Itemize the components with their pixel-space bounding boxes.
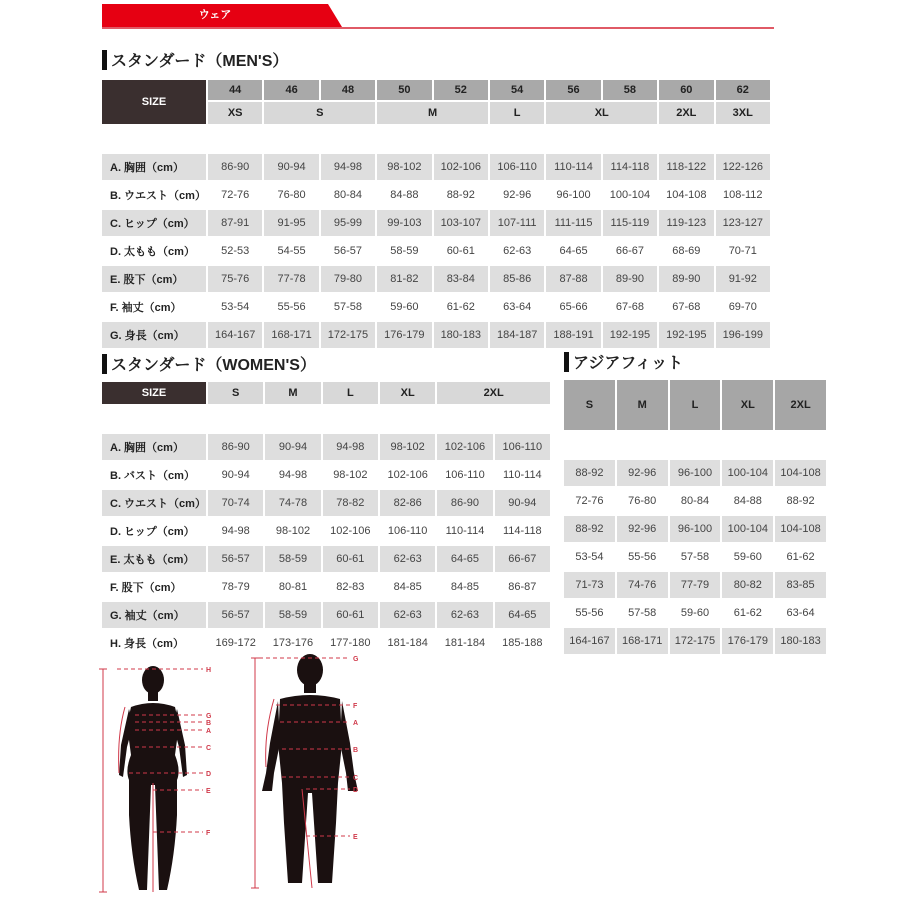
spacer (564, 432, 826, 458)
table-row (102, 210, 770, 236)
measurement-value: 80-84 (670, 488, 721, 514)
measure-marker-f: F (206, 830, 211, 837)
measurement-value: 96-100 (670, 460, 721, 486)
measurement-value: 59-60 (377, 294, 431, 320)
measurement-value: 53-54 (564, 544, 615, 570)
measurement-value: 84-88 (722, 488, 773, 514)
eu-size-number: 48 (321, 80, 375, 100)
male-measurement-diagram (240, 643, 375, 898)
measurement-value: 61-62 (775, 544, 826, 570)
measurement-value: 107-111 (490, 210, 544, 236)
measure-marker-g: G (206, 713, 212, 720)
measure-marker-h: H (206, 667, 212, 674)
size-header-cell: SIZE (102, 382, 206, 404)
measurement-value: 57-58 (670, 544, 721, 570)
measurement-value: 62-63 (490, 238, 544, 264)
measurement-value: 71-73 (564, 572, 615, 598)
size-letter: L (670, 380, 721, 430)
measurement-value: 172-175 (670, 628, 721, 654)
measurement-value: 180-183 (434, 322, 488, 348)
measurement-value: 66-67 (495, 546, 550, 572)
measurement-value: 92-96 (490, 182, 544, 208)
measurement-value: 60-61 (323, 602, 378, 628)
measurement-value: 102-106 (437, 434, 492, 460)
category-tab-label: ウェア (198, 9, 232, 21)
measurement-value: 66-67 (603, 238, 657, 264)
measurement-value: 53-54 (208, 294, 262, 320)
measurement-value: 86-90 (437, 490, 492, 516)
measurement-value: 54-55 (264, 238, 318, 264)
measurement-value: 79-80 (321, 266, 375, 292)
measurement-value: 56-57 (208, 546, 263, 572)
measurement-value: 63-64 (775, 600, 826, 626)
measurement-value: 60-61 (434, 238, 488, 264)
measurement-value: 180-183 (775, 628, 826, 654)
asia-title-text: アジアフィット (573, 355, 684, 372)
table-row (102, 574, 550, 600)
measure-marker-a: A (206, 728, 212, 735)
measurement-value: 168-171 (617, 628, 668, 654)
measurement-label: H. 身長（cm） (102, 630, 206, 656)
eu-size-number: 50 (377, 80, 431, 100)
measurement-value: 61-62 (434, 294, 488, 320)
measurement-value: 102-106 (434, 154, 488, 180)
measurement-value: 91-92 (716, 266, 770, 292)
table-row (102, 182, 770, 208)
measure-marker-d: D (206, 771, 212, 778)
asia-section-title (564, 350, 683, 373)
measurement-value: 77-79 (670, 572, 721, 598)
measurement-value: 86-87 (495, 574, 550, 600)
measurement-value: 77-78 (264, 266, 318, 292)
measurement-value: 110-114 (546, 154, 600, 180)
measurement-value: 115-119 (603, 210, 657, 236)
womens-section-title (102, 352, 316, 375)
measurement-value: 196-199 (716, 322, 770, 348)
measurement-value: 114-118 (495, 518, 550, 544)
size-letter: 2XL (775, 380, 826, 430)
table-row (102, 518, 550, 544)
measurement-value: 90-94 (265, 434, 320, 460)
measurement-value: 58-59 (377, 238, 431, 264)
measurement-value: 68-69 (659, 238, 713, 264)
measurement-value: 188-191 (546, 322, 600, 348)
measurement-value: 181-184 (380, 630, 435, 656)
measurement-value: 76-80 (264, 182, 318, 208)
measurement-value: 59-60 (722, 544, 773, 570)
measurement-value: 98-102 (377, 154, 431, 180)
table-row (102, 546, 550, 572)
title-bar-marker (102, 50, 107, 70)
measurement-value: 94-98 (208, 518, 263, 544)
measurement-value: 55-56 (564, 600, 615, 626)
measurement-value: 177-180 (323, 630, 378, 656)
measurement-value: 75-76 (208, 266, 262, 292)
table-row (102, 322, 770, 348)
measurement-value: 69-70 (716, 294, 770, 320)
measurement-value: 110-114 (495, 462, 550, 488)
size-letter: M (617, 380, 668, 430)
table-row (102, 266, 770, 292)
size-letter: M (265, 382, 320, 404)
measurement-label: C. ウエスト（cm） (102, 490, 206, 516)
measurement-value: 102-106 (323, 518, 378, 544)
measurement-label: E. 太もも（cm） (102, 546, 206, 572)
measurement-label: F. 袖丈（cm） (102, 294, 206, 320)
table-row (102, 490, 550, 516)
measurement-label: B. バスト（cm） (102, 462, 206, 488)
measure-marker-c: C (206, 745, 212, 752)
measurement-value: 64-65 (437, 546, 492, 572)
measurement-value: 72-76 (564, 488, 615, 514)
measurement-value: 94-98 (321, 154, 375, 180)
table-row (564, 600, 826, 626)
mens-size-table (100, 78, 772, 350)
measurement-value: 100-104 (722, 460, 773, 486)
measurement-value: 64-65 (546, 238, 600, 264)
measurement-value: 92-96 (617, 460, 668, 486)
eu-size-number: 58 (603, 80, 657, 100)
measurement-value: 106-110 (490, 154, 544, 180)
measurement-value: 164-167 (208, 322, 262, 348)
measurement-value: 96-100 (670, 516, 721, 542)
measurement-value: 55-56 (264, 294, 318, 320)
measurement-value: 84-85 (380, 574, 435, 600)
measurement-value: 98-102 (323, 462, 378, 488)
eu-size-number: 54 (490, 80, 544, 100)
measurement-value: 89-90 (603, 266, 657, 292)
measure-marker-d: D (353, 787, 359, 794)
eu-size-number: 56 (546, 80, 600, 100)
size-header-cell: SIZE (102, 80, 206, 124)
eu-size-number: 60 (659, 80, 713, 100)
measurement-value: 74-78 (265, 490, 320, 516)
measurement-value: 56-57 (208, 602, 263, 628)
measurement-value: 90-94 (208, 462, 263, 488)
measurement-value: 57-58 (321, 294, 375, 320)
measurement-value: 104-108 (775, 516, 826, 542)
measurement-value: 78-79 (208, 574, 263, 600)
measurement-value: 92-96 (617, 516, 668, 542)
measurement-value: 95-99 (321, 210, 375, 236)
measurement-value: 100-104 (603, 182, 657, 208)
measurement-value: 98-102 (380, 434, 435, 460)
table-row (102, 434, 550, 460)
spacer (102, 406, 550, 432)
measurement-value: 118-122 (659, 154, 713, 180)
measurement-value: 62-63 (437, 602, 492, 628)
measurement-value: 192-195 (603, 322, 657, 348)
measurement-value: 74-76 (617, 572, 668, 598)
measurement-value: 67-68 (659, 294, 713, 320)
measurement-value: 84-88 (377, 182, 431, 208)
size-letter: 2XL (659, 102, 713, 124)
title-bar-marker (564, 352, 569, 372)
table-row (564, 516, 826, 542)
measurement-value: 76-80 (617, 488, 668, 514)
measurement-value: 87-91 (208, 210, 262, 236)
measurement-value: 192-195 (659, 322, 713, 348)
womens-size-table (100, 380, 552, 658)
measurement-value: 82-83 (323, 574, 378, 600)
measurement-value: 52-53 (208, 238, 262, 264)
measure-marker-f: F (353, 703, 358, 710)
measurement-value: 88-92 (564, 516, 615, 542)
female-measurement-diagram (95, 655, 225, 900)
table-row (102, 238, 770, 264)
measurement-value: 119-123 (659, 210, 713, 236)
measurement-label: C. ヒップ（cm） (102, 210, 206, 236)
size-letter: 3XL (716, 102, 770, 124)
measurement-value: 110-114 (437, 518, 492, 544)
measurement-value: 91-95 (264, 210, 318, 236)
table-row (102, 462, 550, 488)
tab-divider (102, 27, 774, 29)
category-tab-bar (102, 4, 774, 30)
measurement-label: F. 股下（cm） (102, 574, 206, 600)
measurement-value: 102-106 (380, 462, 435, 488)
measurement-value: 88-92 (775, 488, 826, 514)
size-letter: 2XL (437, 382, 550, 404)
measurement-value: 78-82 (323, 490, 378, 516)
eu-size-number: 52 (434, 80, 488, 100)
measurement-label: D. ヒップ（cm） (102, 518, 206, 544)
table-row (564, 488, 826, 514)
measurement-value: 103-107 (434, 210, 488, 236)
measurement-value: 60-61 (323, 546, 378, 572)
size-letter: S (564, 380, 615, 430)
measurement-value: 176-179 (722, 628, 773, 654)
measurement-value: 164-167 (564, 628, 615, 654)
measurement-label: A. 胸囲（cm） (102, 434, 206, 460)
measurement-value: 106-110 (495, 434, 550, 460)
size-letter: XL (380, 382, 435, 404)
measurement-value: 169-172 (208, 630, 263, 656)
mens-section-title (102, 48, 288, 71)
measurement-value: 88-92 (564, 460, 615, 486)
measurement-value: 83-85 (775, 572, 826, 598)
measurement-value: 122-126 (716, 154, 770, 180)
measurement-value: 72-76 (208, 182, 262, 208)
table-row (564, 460, 826, 486)
measurement-value: 172-175 (321, 322, 375, 348)
size-letter: XL (546, 102, 657, 124)
measurement-value: 176-179 (377, 322, 431, 348)
measurement-label: A. 胸囲（cm） (102, 154, 206, 180)
measurement-value: 59-60 (670, 600, 721, 626)
measurement-value: 106-110 (380, 518, 435, 544)
measure-marker-a: A (353, 720, 359, 727)
size-letter: L (323, 382, 378, 404)
measurement-label: B. ウエスト（cm） (102, 182, 206, 208)
measurement-value: 96-100 (546, 182, 600, 208)
measurement-value: 86-90 (208, 434, 263, 460)
measurement-value: 58-59 (265, 546, 320, 572)
measurement-value: 61-62 (722, 600, 773, 626)
table-row (564, 628, 826, 654)
eu-size-number: 44 (208, 80, 262, 100)
measurement-label: G. 身長（cm） (102, 322, 206, 348)
eu-size-number: 46 (264, 80, 318, 100)
measurement-value: 65-66 (546, 294, 600, 320)
measurement-value: 173-176 (265, 630, 320, 656)
measurement-value: 123-127 (716, 210, 770, 236)
measurement-value: 67-68 (603, 294, 657, 320)
measurement-value: 62-63 (380, 602, 435, 628)
measurement-value: 90-94 (495, 490, 550, 516)
size-letter: L (490, 102, 544, 124)
measurement-value: 181-184 (437, 630, 492, 656)
table-row (564, 544, 826, 570)
measurement-value: 111-115 (546, 210, 600, 236)
measurement-label: E. 股下（cm） (102, 266, 206, 292)
male-silhouette (262, 654, 358, 883)
measurement-label: G. 袖丈（cm） (102, 602, 206, 628)
measurement-value: 83-84 (434, 266, 488, 292)
measurement-value: 114-118 (603, 154, 657, 180)
measurement-value: 56-57 (321, 238, 375, 264)
measurement-value: 63-64 (490, 294, 544, 320)
measurement-value: 94-98 (265, 462, 320, 488)
measurement-value: 184-187 (490, 322, 544, 348)
measurement-value: 80-84 (321, 182, 375, 208)
table-row (102, 294, 770, 320)
measurement-value: 64-65 (495, 602, 550, 628)
measurement-value: 89-90 (659, 266, 713, 292)
table-row (102, 602, 550, 628)
measurement-value: 86-90 (208, 154, 262, 180)
table-row (564, 572, 826, 598)
measurement-value: 57-58 (617, 600, 668, 626)
measurement-value: 81-82 (377, 266, 431, 292)
measurement-value: 90-94 (264, 154, 318, 180)
size-letter: M (377, 102, 488, 124)
measurement-value: 55-56 (617, 544, 668, 570)
measure-marker-e: E (206, 788, 211, 795)
asia-fit-size-table (562, 378, 828, 656)
measurement-value: 58-59 (265, 602, 320, 628)
measure-marker-e: E (353, 834, 358, 841)
title-bar-marker (102, 354, 107, 374)
measurement-value: 168-171 (264, 322, 318, 348)
eu-size-number: 62 (716, 80, 770, 100)
measurement-value: 80-82 (722, 572, 773, 598)
measurement-value: 88-92 (434, 182, 488, 208)
measure-marker-c: C (353, 775, 359, 782)
size-letter: S (208, 382, 263, 404)
measurement-value: 82-86 (380, 490, 435, 516)
womens-title-text: スタンダード（WOMEN'S） (111, 357, 316, 374)
table-row (102, 154, 770, 180)
measurement-value: 85-86 (490, 266, 544, 292)
measurement-value: 98-102 (265, 518, 320, 544)
measure-marker-b: B (206, 720, 212, 727)
measurement-value: 104-108 (775, 460, 826, 486)
measure-marker-b: B (353, 747, 359, 754)
measurement-value: 80-81 (265, 574, 320, 600)
measurement-value: 94-98 (323, 434, 378, 460)
measurement-value: 185-188 (495, 630, 550, 656)
measurement-value: 62-63 (380, 546, 435, 572)
measurement-value: 108-112 (716, 182, 770, 208)
size-letter: S (264, 102, 375, 124)
measurement-value: 106-110 (437, 462, 492, 488)
measurement-value: 100-104 (722, 516, 773, 542)
measurement-value: 104-108 (659, 182, 713, 208)
size-letter: XL (722, 380, 773, 430)
measure-marker-g: G (353, 656, 359, 663)
measurement-label: D. 太もも（cm） (102, 238, 206, 264)
size-letter: XS (208, 102, 262, 124)
spacer (102, 126, 770, 152)
measurement-value: 70-74 (208, 490, 263, 516)
mens-title-text: スタンダード（MEN'S） (111, 53, 289, 70)
measurement-value: 84-85 (437, 574, 492, 600)
measurement-value: 70-71 (716, 238, 770, 264)
measurement-value: 99-103 (377, 210, 431, 236)
measurement-value: 87-88 (546, 266, 600, 292)
